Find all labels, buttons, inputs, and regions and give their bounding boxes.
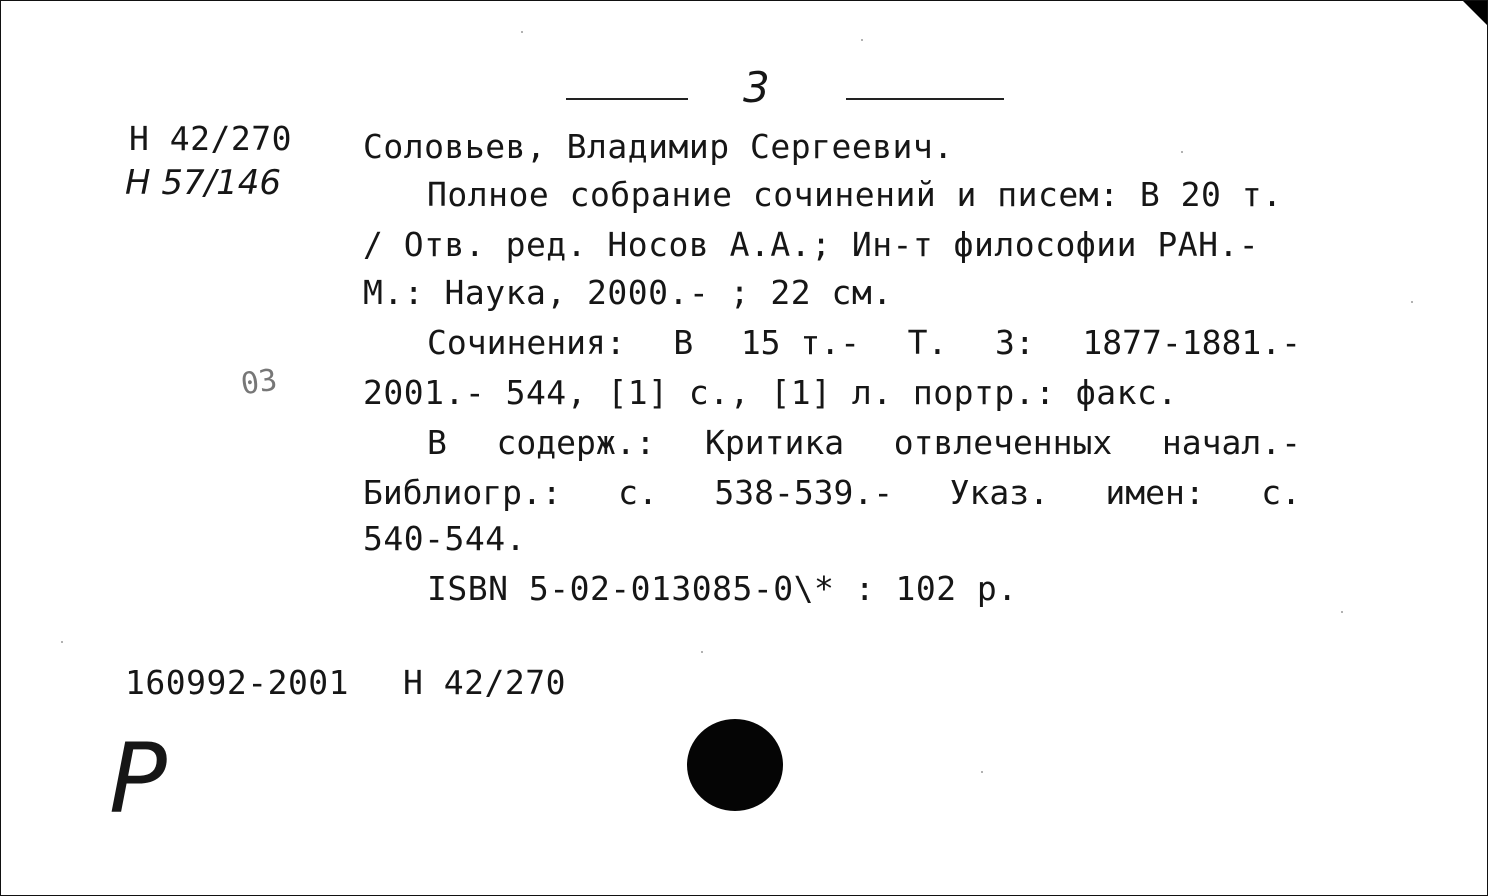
contents-word: с. [1261,473,1301,512]
contents-line-3: 540-544. [363,519,526,558]
volume-word: В [673,323,694,362]
contents-word: отвлеченных [893,423,1113,462]
contents-word: Критика [705,423,845,462]
imprint-line: М.: Наука, 2000.- ; 22 см. [363,273,893,312]
card-corner [1447,1,1487,41]
contents-word: Библиогр.: [363,473,562,512]
contents-word: с. [618,473,658,512]
shelf-mark: Н 42/270 [129,119,292,158]
isbn-line: ISBN 5-02-013085-0\* : 102 р. [427,569,1018,608]
contents-word: 538-539.- [714,473,894,512]
accession-shelf-mark: Н 42/270 [403,663,566,702]
paper-speck [981,771,983,773]
accession-number: 160992-2001 [125,663,350,702]
paper-speck [1181,151,1183,153]
collation-line: 2001.- 544, [1] с., [1] л. портр.: факс. [363,373,1178,412]
author-heading: Соловьев, Владимир Сергеевич. [363,127,954,166]
volume-word: Т. [907,323,948,362]
faint-stamp: 03 [238,362,280,403]
handwritten-shelf-mark: Н 57/146 [125,163,281,203]
handwritten-margin-mark: Р [109,723,167,835]
header-rule-right [846,98,1004,100]
paper-speck [701,651,703,653]
contents-line-1 [427,423,1301,462]
contents-word: В [427,423,447,462]
volume-word: Сочинения: [427,323,626,362]
contents-word: Указ. [949,473,1049,512]
volume-word: 15 т.- [740,323,861,362]
paper-speck [861,39,863,41]
volume-line [427,323,1301,362]
paper-speck [521,31,523,33]
paper-speck [1411,301,1413,303]
contents-line-2 [363,473,1301,512]
contents-word: начал.- [1161,423,1301,462]
sequence-mark: 3 [743,63,770,112]
title-line-1: Полное собрание сочинений и писем: В 20 т. [427,175,1283,214]
volume-word: 1877-1881.- [1082,323,1301,362]
volume-word: 3: [995,323,1035,362]
contents-word: имен: [1105,473,1205,512]
contents-word: содерж.: [496,423,656,462]
punch-hole [687,719,783,811]
header-rule-left [566,98,688,100]
title-line-2: / Отв. ред. Носов А.А.; Ин-т философии РАН.- [363,225,1260,264]
paper-speck [1341,611,1343,613]
paper-speck [61,641,63,643]
